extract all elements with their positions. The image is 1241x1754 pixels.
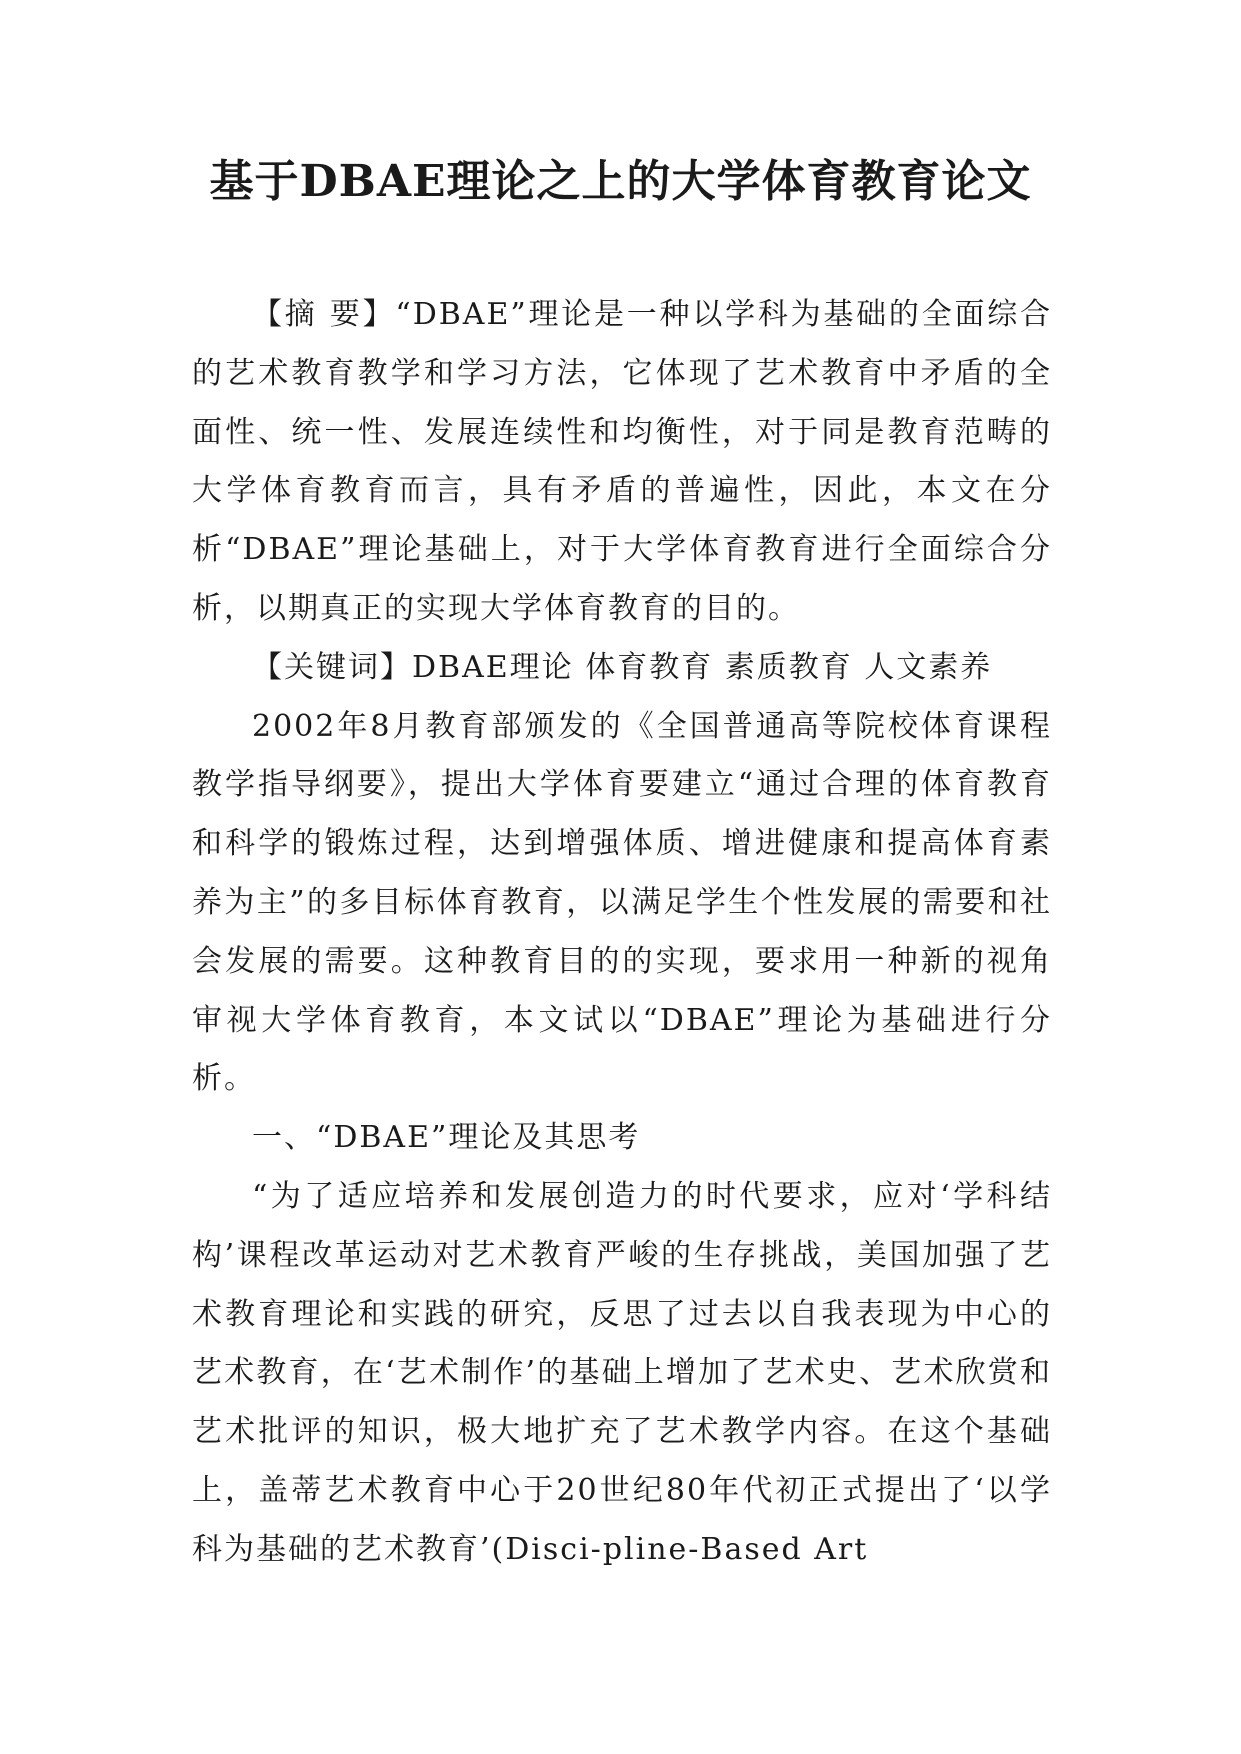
abstract-paragraph: 【摘 要】“DBAE”理论是一种以学科为基础的全面综合的艺术教育教学和学习方法，它体现了艺术教育中矛盾的全面性、统一性、发展连续性和均衡性，对于同是教育范畴的大学体育教育而言，具有矛盾的普遍性，因此，本文在分析“DBAE”理论基础上，对于大学体育教育进行全面综合分析，以期真正的实现大学体育教育的目的。 bbox=[192, 297, 1052, 626]
intro-paragraph: 2002年8月教育部颁发的《全国普通高等院校体育课程教学指导纲要》，提出大学体育要建立“通过合理的体育教育和科学的锻炼过程，达到增强体质、增进健康和提高体育素养为主”的多目标体育教育，以满足学生个性发展的需要和社会发展的需要。这种教育目的的实现，要求用一种新的视角审视大学体育教育，本文试以“DBAE”理论为基础进行分析。 bbox=[192, 708, 1052, 1097]
section-heading: 一、“DBAE”理论及其思考 bbox=[252, 1120, 641, 1156]
document-title: 基于DBAE理论之上的大学体育教育论文 bbox=[209, 156, 1032, 207]
section-paragraph: “为了适应培养和发展创造力的时代要求，应对‘学科结构’课程改革运动对艺术教育严峻的生存挑战，美国加强了艺术教育理论和实践的研究，反思了过去以自我表现为中心的艺术教育，在‘艺术制作’的基础上增加了艺术史、艺术欣赏和艺术批评的知识，极大地扩充了艺术教学内容。在这个基础上，盖蒂艺术教育中心于20世纪80年代初正式提出了‘以学科为基础的艺术教育’(Disci-pline-Based Art bbox=[192, 1178, 1052, 1567]
keywords-paragraph: 【关键词】DBAE理论 体育教育 素质教育 人文素养 bbox=[252, 649, 993, 685]
document-body bbox=[192, 286, 1052, 1580]
